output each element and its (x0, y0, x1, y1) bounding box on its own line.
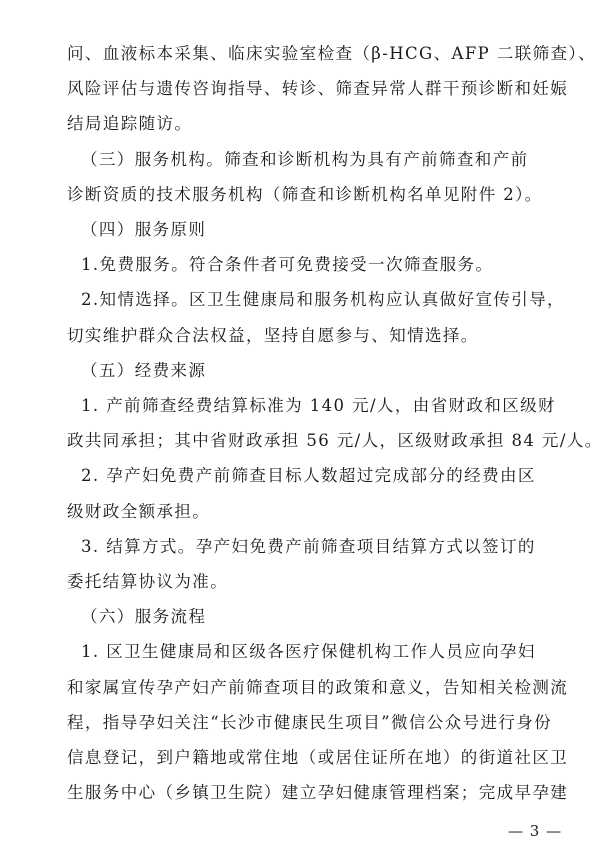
section-5-heading: （五）经费来源 (81, 360, 207, 380)
body-text-line: 结局追踪随访。 (67, 114, 193, 134)
body-text-line: 级财政全额承担。 (67, 501, 211, 521)
section-6-heading: （六）服务流程 (81, 607, 207, 627)
body-text-line: 信息登记，到户籍地或常住地（或居住证所在地）的街道社区卫 (67, 748, 569, 768)
body-text-line: 和家属宣传孕产妇产前筛查项目的政策和意义，告知相关检测流 (67, 677, 569, 697)
body-text-line: 政共同承担；其中省财政承担 56 元/人，区级财政承担 84 元/人。 (67, 431, 603, 451)
body-text-line: 程，指导孕妇关注“长沙市健康民生项目”微信公众号进行身份 (67, 712, 553, 732)
document-body (67, 36, 603, 810)
body-text-line: 生服务中心（乡镇卫生院）建立孕妇健康管理档案；完成早孕建 (67, 783, 569, 803)
body-text-line: 问、血液标本采集、临床实验室检查（β-HCG、AFP 二联筛查）、 (67, 44, 596, 63)
list-item: 1.免费服务。符合条件者可免费接受一次筛查服务。 (81, 255, 494, 275)
section-3-paragraph: （三）服务机构。筛查和诊断机构为具有产前筛查和产前 (81, 149, 529, 169)
body-text-line: 诊断资质的技术服务机构（筛查和诊断机构名单见附件 2）。 (67, 184, 543, 204)
section-4-heading: （四）服务原则 (81, 220, 207, 240)
list-item: 1. 产前筛查经费结算标准为 140 元/人，由省财政和区级财 (81, 396, 556, 416)
list-item: 2.知情选择。区卫生健康局和服务机构应认真做好宣传引导， (81, 290, 565, 310)
body-text-line: 切实维护群众合法权益，坚持自愿参与、知情选择。 (67, 325, 479, 345)
body-text-line: 委托结算协议为准。 (67, 572, 229, 592)
list-item: 2. 孕产妇免费产前筛查目标人数超过完成部分的经费由区 (81, 466, 536, 486)
list-item: 3. 结算方式。孕产妇免费产前筛查项目结算方式以签订的 (81, 536, 536, 556)
list-item: 1. 区卫生健康局和区级各医疗保健机构工作人员应向孕妇 (81, 642, 536, 662)
page-number: — 3 — (508, 822, 563, 840)
body-text-line: 风险评估与遗传咨询指导、转诊、筛查异常人群干预诊断和妊娠 (67, 79, 569, 99)
